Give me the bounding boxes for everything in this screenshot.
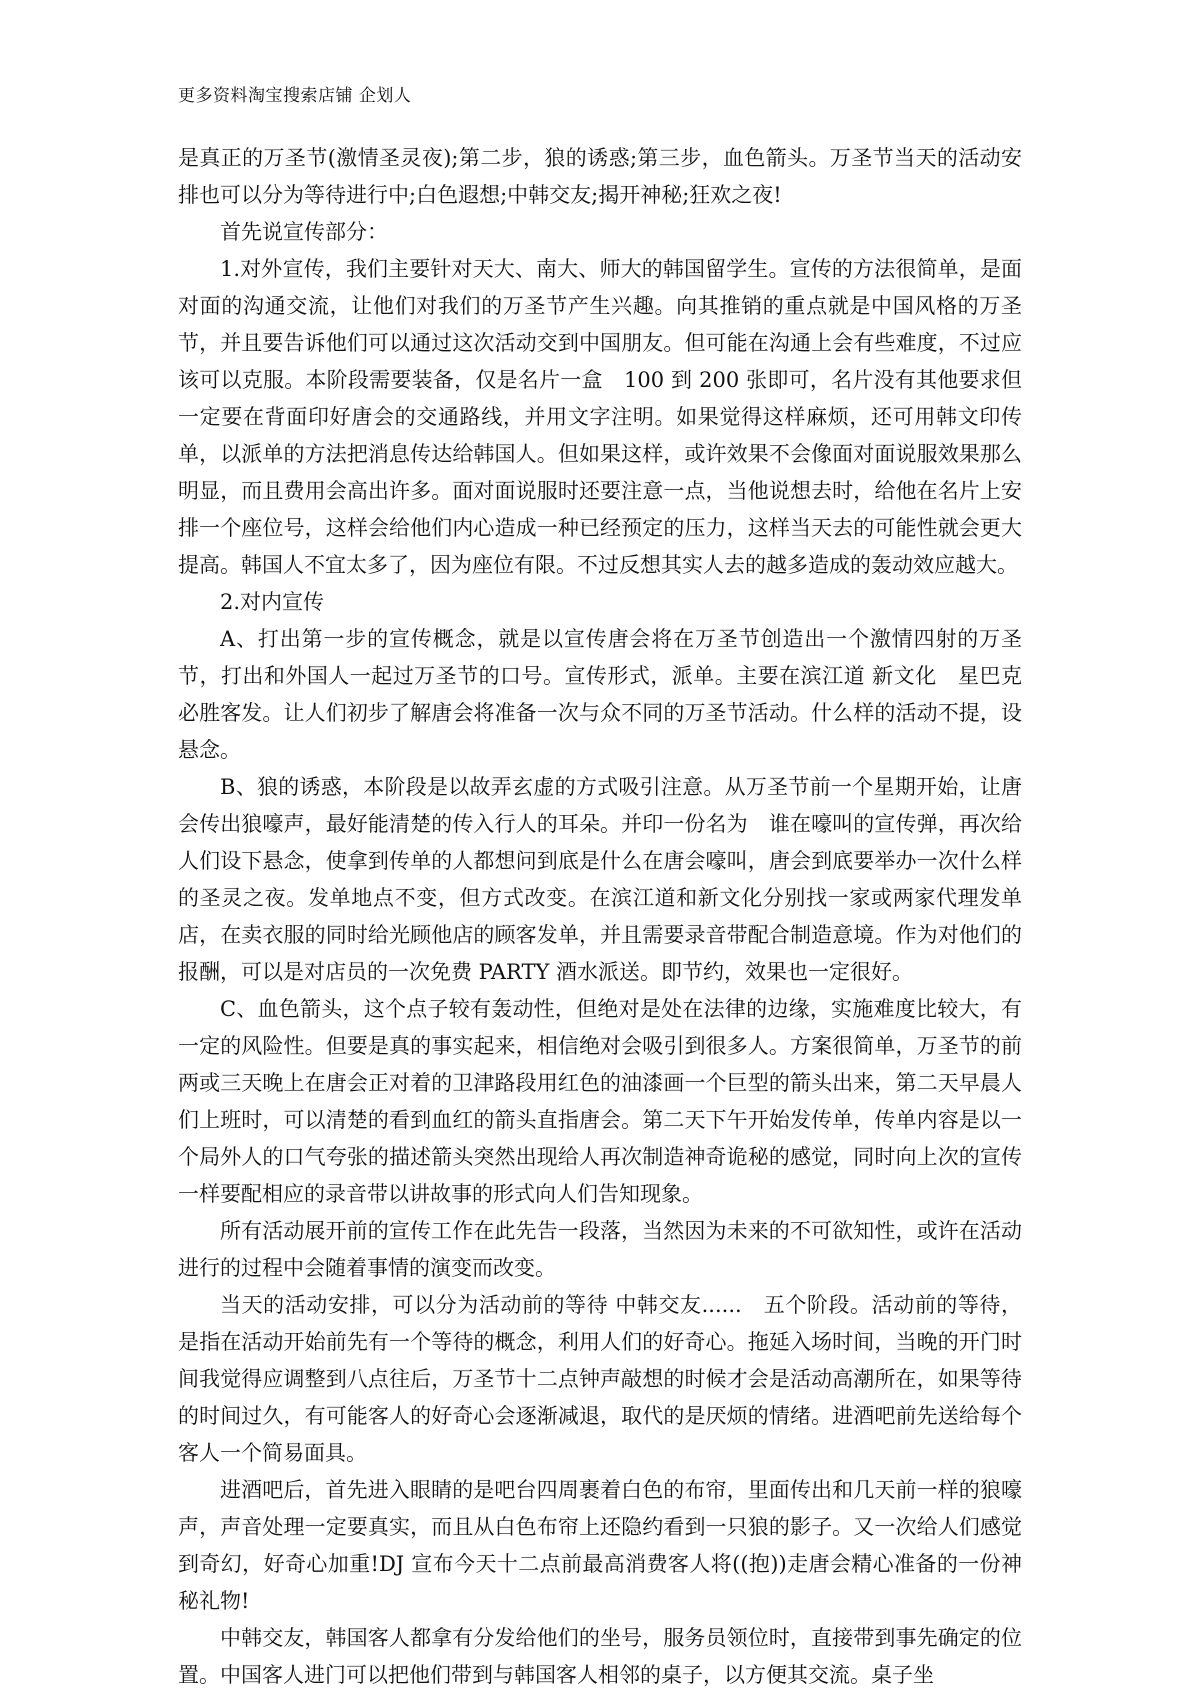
paragraph: 中韩交友，韩国客人都拿有分发给他们的坐号，服务员领位时，直接带到事先确定的位置。中国客人进门可以把他们带到与韩国客人相邻的桌子，以方便其交流。桌子坐 [178, 1626, 1022, 1687]
paragraph: 是真正的万圣节(激情圣灵夜);第二步，狼的诱惑;第三步，血色箭头。万圣节当天的活动安排也可以分为等待进行中;白色遐想;中韩交友;揭开神秘;狂欢之夜! [178, 146, 1022, 207]
paragraph: 首先说宣传部分： [220, 220, 388, 244]
page-header: 更多资料淘宝搜索店铺 企划人 [178, 86, 412, 106]
paragraph: A、打出第一步的宣传概念，就是以宣传唐会将在万圣节创造出一个激情四射的万圣节，打出和外国人一起过万圣节的口号。宣传形式，派单。主要在滨江道 新文化 星巴克 必胜客发。让人们初步了解唐会将准备一次与众不同的万圣节活动。什么样的活动不提，设悬念。 [178, 627, 1022, 762]
paragraph: 所有活动展开前的宣传工作在此先告一段落，当然因为未来的不可欲知性，或许在活动进行的过程中会随着事情的演变而改变。 [178, 1219, 1022, 1280]
paragraph: 当天的活动安排，可以分为活动前的等待 中韩交友...... 五个阶段。活动前的等待，是指在活动开始前先有一个等待的概念，利用人们的好奇心。拖延入场时间，当晚的开门时间我觉得应调整到八点往后，万圣节十二点钟声敲想的时候才会是活动高潮所在，如果等待的时间过久，有可能客人的好奇心会逐渐减退，取代的是厌烦的情绪。进酒吧前先送给每个客人一个简易面具。 [178, 1293, 1022, 1465]
paragraph: 2.对内宣传 [220, 590, 325, 614]
document-body [178, 140, 1022, 1694]
paragraph: B、狼的诱惑，本阶段是以故弄玄虚的方式吸引注意。从万圣节前一个星期开始，让唐会传出狼嚎声，最好能清楚的传入行人的耳朵。并印一份名为 谁在嚎叫的宣传弹，再次给人们设下悬念，使拿到传单的人都想问到底是什么在唐会嚎叫，唐会到底要举办一次什么样的圣灵之夜。发单地点不变，但方式改变。在滨江道和新文化分别找一家或两家代理发单店，在卖衣服的同时给光顾他店的顾客发单，并且需要录音带配合制造意境。作为对他们的报酬，可以是对店员的一次免费 PARTY 酒水派送。即节约，效果也一定很好。 [178, 775, 1022, 984]
paragraph: C、血色箭头，这个点子较有轰动性，但绝对是处在法律的边缘，实施难度比较大，有一定的风险性。但要是真的事实起来，相信绝对会吸引到很多人。方案很简单，万圣节的前两或三天晚上在唐会正对着的卫津路段用红色的油漆画一个巨型的箭头出来，第二天早晨人们上班时，可以清楚的看到血红的箭头直指唐会。第二天下午开始发传单，传单内容是以一个局外人的口气夸张的描述箭头突然出现给人再次制造神奇诡秘的感觉，同时向上次的宣传一样要配相应的录音带以讲故事的形式向人们告知现象。 [178, 997, 1022, 1206]
paragraph: 进酒吧后，首先进入眼睛的是吧台四周裹着白色的布帘，里面传出和几天前一样的狼嚎声，声音处理一定要真实，而且从白色布帘上还隐约看到一只狼的影子。又一次给人们感觉到奇幻，好奇心加重!DJ 宣布今天十二点前最高消费客人将((抱))走唐会精心准备的一份神秘礼物! [178, 1478, 1022, 1613]
paragraph: 1.对外宣传，我们主要针对天大、南大、师大的韩国留学生。宣传的方法很简单，是面对面的沟通交流，让他们对我们的万圣节产生兴趣。向其推销的重点就是中国风格的万圣节，并且要告诉他们可以通过这次活动交到中国朋友。但可能在沟通上会有些难度，不过应该可以克服。本阶段需要装备，仅是名片一盒 100 到 200 张即可，名片没有其他要求但一定要在背面印好唐会的交通路线，并用文字注明。如果觉得这样麻烦，还可用韩文印传单，以派单的方法把消息传达给韩国人。但如果这样，或许效果不会像面对面说服效果那么明显，而且费用会高出许多。面对面说服时还要注意一点，当他说想去时，给他在名片上安排一个座位号，这样会给他们内心造成一种已经预定的压力，这样当天去的可能性就会更大提高。韩国人不宜太多了，因为座位有限。不过反想其实人去的越多造成的轰动效应越大。 [178, 257, 1022, 577]
